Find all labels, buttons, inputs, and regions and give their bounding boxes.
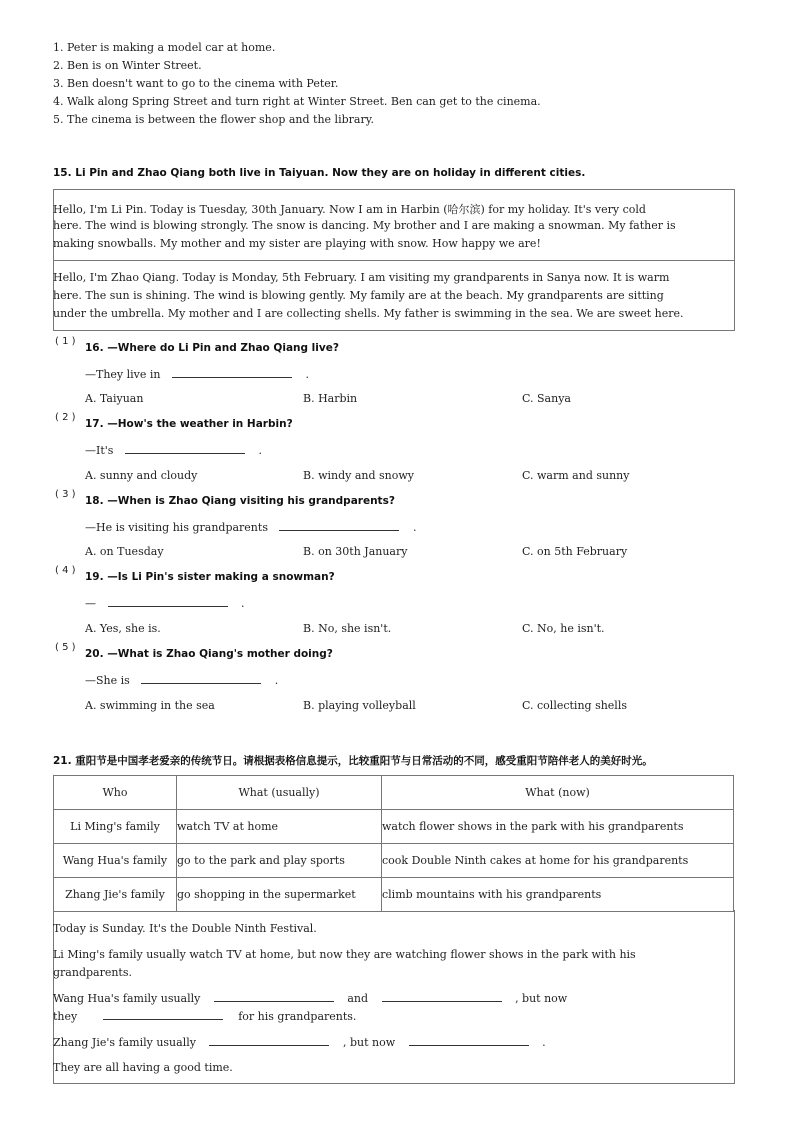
table-cell: Wang Hua's family <box>54 844 177 878</box>
option-c[interactable]: C. on 5th February <box>522 545 628 558</box>
section-21-heading: 21. 重阳节是中国孝老爱亲的传统节日。请根据表格信息提示，比较重阳节与日常活动的不同，感受重阳节陪伴老人的美好时光。 <box>53 755 653 767</box>
passage-1-line: making snowballs. My mother and my sister are playing with snow. How happy we are! <box>53 237 541 250</box>
option-a[interactable]: A. Yes, she is. <box>85 622 161 635</box>
passage-1-line: Hello, I'm Li Pin. Today is Tuesday, 30th January. Now I am in Harbin (哈尔滨) for my holiday. It's very cold <box>53 203 646 216</box>
table-cell: go shopping in the supermarket <box>177 878 382 912</box>
answer-blank[interactable] <box>141 673 261 684</box>
option-a[interactable]: A. on Tuesday <box>85 545 164 558</box>
answer-line <box>85 596 245 610</box>
answer-blank[interactable] <box>409 1035 529 1046</box>
table-header-cell: What (now) <box>382 776 734 810</box>
writing-text: they <box>53 1010 78 1023</box>
statement-5: 5. The cinema is between the flower shop and the library. <box>53 113 374 126</box>
wang-hua-line-2 <box>53 1009 356 1023</box>
answer-blank[interactable] <box>172 367 292 378</box>
option-b[interactable]: B. No, she isn't. <box>303 622 392 635</box>
zhang-jie-line <box>53 1035 546 1049</box>
passage-2-line: under the umbrella. My mother and I are collecting shells. My father is swimming in the sea. We are sweet here. <box>53 307 684 320</box>
writing-line: Li Ming's family usually watch TV at home, but now they are watching flower shows in the park with his <box>53 948 636 961</box>
writing-line: grandparents. <box>53 966 132 979</box>
statement-3: 3. Ben doesn't want to go to the cinema with Peter. <box>53 77 339 90</box>
table-cell: Zhang Jie's family <box>54 878 177 912</box>
passage-2-line: here. The sun is shining. The wind is blowing gently. My family are at the beach. My grandparents are sitting <box>53 289 664 302</box>
statement-4: 4. Walk along Spring Street and turn right at Winter Street. Ben can get to the cinema. <box>53 95 541 108</box>
question-number: ( 1 ) <box>55 336 76 347</box>
question-number: ( 4 ) <box>55 565 76 576</box>
option-c[interactable]: C. warm and sunny <box>522 469 630 482</box>
table-row <box>54 844 734 878</box>
answer-prefix: — <box>85 597 96 610</box>
question-number: ( 3 ) <box>55 489 76 500</box>
writing-line: Today is Sunday. It's the Double Ninth Festival. <box>53 922 317 935</box>
writing-text: , but now <box>515 992 568 1005</box>
statement-2: 2. Ben is on Winter Street. <box>53 59 202 72</box>
answer-line <box>85 520 416 534</box>
answer-prefix: —It's <box>85 444 114 457</box>
writing-text: Wang Hua's family usually <box>53 992 201 1005</box>
question-19-text: 19. —Is Li Pin's sister making a snowman? <box>85 571 335 583</box>
statement-1: 1. Peter is making a model car at home. <box>53 41 276 54</box>
table-row <box>54 878 734 912</box>
table-cell: cook Double Ninth cakes at home for his grandparents <box>382 844 734 878</box>
answer-line <box>85 367 309 381</box>
answer-prefix: —She is <box>85 674 130 687</box>
section-15-heading: 15. Li Pin and Zhao Qiang both live in Taiyuan. Now they are on holiday in different cities. <box>53 167 586 179</box>
option-b[interactable]: B. on 30th January <box>303 545 408 558</box>
option-a[interactable]: A. sunny and cloudy <box>85 469 198 482</box>
option-a[interactable]: A. swimming in the sea <box>85 699 215 712</box>
table-cell: climb mountains with his grandparents <box>382 878 734 912</box>
answer-suffix: . <box>241 597 245 610</box>
wang-hua-line <box>53 991 567 1005</box>
table-row <box>54 810 734 844</box>
passage-1-line: here. The wind is blowing strongly. The snow is dancing. My brother and I are making a snowman. My father is <box>53 219 676 232</box>
option-b[interactable]: B. Harbin <box>303 392 358 405</box>
answer-blank[interactable] <box>125 443 245 454</box>
answer-blank[interactable] <box>279 520 399 531</box>
writing-text: . <box>542 1036 546 1049</box>
answer-prefix: —He is visiting his grandparents <box>85 521 268 534</box>
table-cell: go to the park and play sports <box>177 844 382 878</box>
answer-line <box>85 673 278 687</box>
option-c[interactable]: C. No, he isn't. <box>522 622 605 635</box>
table-cell: watch flower shows in the park with his grandparents <box>382 810 734 844</box>
question-number: ( 5 ) <box>55 642 76 653</box>
table-header-cell: What (usually) <box>177 776 382 810</box>
writing-text: , but now <box>342 1036 396 1049</box>
option-b[interactable]: B. windy and snowy <box>303 469 415 482</box>
answer-suffix: . <box>412 521 417 534</box>
answer-blank[interactable] <box>209 1035 329 1046</box>
writing-text: and <box>347 992 369 1005</box>
question-number: ( 2 ) <box>55 412 76 423</box>
option-b[interactable]: B. playing volleyball <box>303 699 416 712</box>
answer-suffix: . <box>258 444 262 457</box>
passage-divider <box>53 260 735 261</box>
option-c[interactable]: C. collecting shells <box>522 699 627 712</box>
answer-blank[interactable] <box>103 1009 223 1020</box>
question-20-text: 20. —What is Zhao Qiang's mother doing? <box>85 648 333 660</box>
answer-suffix: . <box>305 368 310 381</box>
writing-text: Zhang Jie's family usually <box>53 1036 196 1049</box>
writing-text: for his grandparents. <box>238 1010 357 1023</box>
table-header-cell: Who <box>54 776 177 810</box>
table-header-row <box>54 776 734 810</box>
writing-closing: They are all having a good time. <box>53 1061 233 1074</box>
question-16-text: 16. —Where do Li Pin and Zhao Qiang live? <box>85 342 339 354</box>
answer-blank[interactable] <box>108 596 228 607</box>
answer-suffix: . <box>274 674 279 687</box>
answer-blank[interactable] <box>214 991 334 1002</box>
activity-table <box>53 775 734 912</box>
answer-prefix: —They live in <box>85 368 161 381</box>
passage-2-line: Hello, I'm Zhao Qiang. Today is Monday, 5th February. I am visiting my grandparents in Sanya now. It is warm <box>53 271 670 284</box>
answer-blank[interactable] <box>382 991 502 1002</box>
question-18-text: 18. —When is Zhao Qiang visiting his grandparents? <box>85 495 395 507</box>
table-cell: watch TV at home <box>177 810 382 844</box>
answer-line <box>85 443 262 457</box>
table-cell: Li Ming's family <box>54 810 177 844</box>
question-17-text: 17. —How's the weather in Harbin? <box>85 418 293 430</box>
option-c[interactable]: C. Sanya <box>522 392 571 405</box>
option-a[interactable]: A. Taiyuan <box>85 392 144 405</box>
